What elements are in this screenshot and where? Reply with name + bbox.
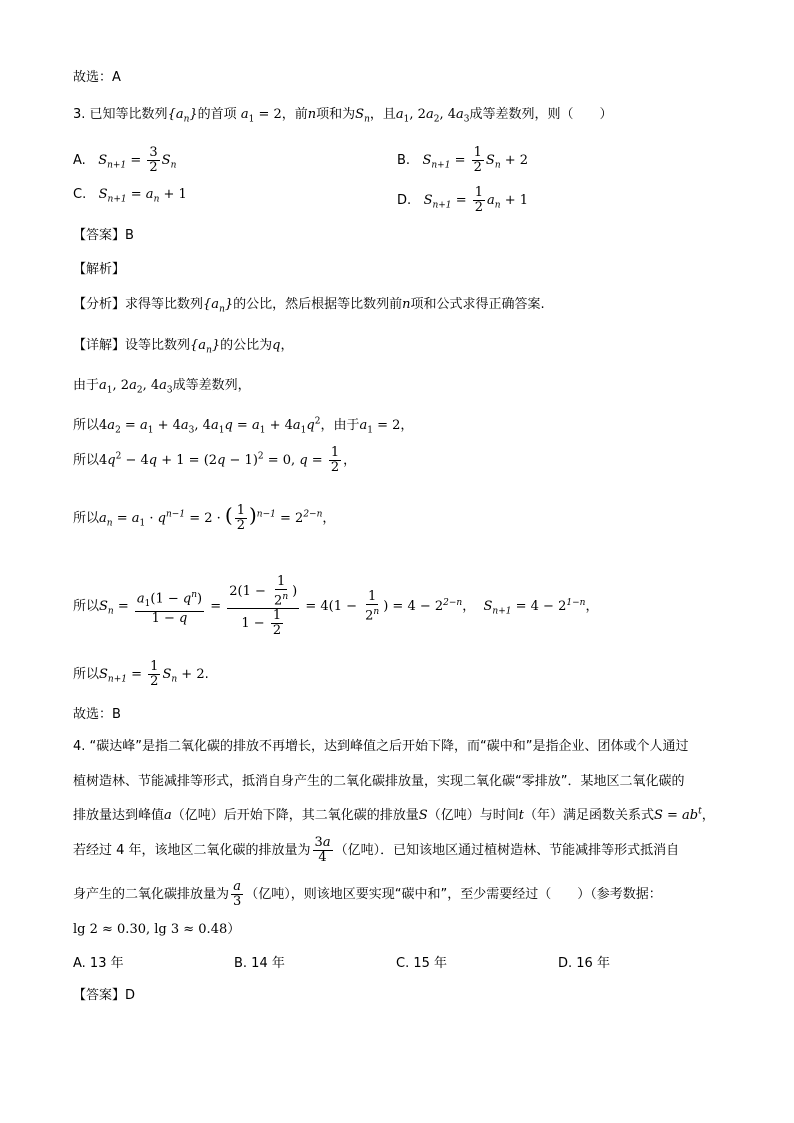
- step-equation: 所以$4a_2 = a_1 + 4a_3$, $4a_1q = a_1 + 4a_1q^2$，由于$a_1 = 2$，: [73, 416, 414, 436]
- q4-option-d: D. 16 年: [558, 956, 610, 971]
- question-4-line-4: 若经过 4 年，该地区二氧化碳的排放量为 $\frac{3a}{4}$ （亿吨）．已知该地区通过植树造林、节能减排等形式抵消自: [73, 835, 680, 865]
- step-arithmetic-condition: 由于$a_1$, $2a_2$, $4a_3$成等差数列，: [73, 378, 251, 396]
- q4-answer-label: 【答案】D: [73, 988, 136, 1003]
- question-4-line-5: 身产生的二氧化碳排放量为 $\frac{a}{3}$ （亿吨），则该地区要实现“碳中和”，至少需要经过（ ）（参考数据：: [73, 879, 662, 909]
- question-4-reference-data: lg 2 ≈ 0.30, lg 3 ≈ 0.48）: [73, 922, 241, 937]
- answer-label: 【答案】B: [73, 228, 134, 243]
- question-4-line-3: 排放量达到峰值a（亿吨）后开始下降，其二氧化碳的排放量S（亿吨）与时间t（年）满足函数关系式$S = ab^t$，: [73, 806, 715, 823]
- detail-intro: 【详解】设等比数列$\{a_n\}$的公比为q，: [73, 338, 294, 356]
- question-4-line-1: 4. “碳达峰”是指二氧化碳的排放不再增长，达到峰值之后开始下降，而“碳中和”是指企业、团体或个人通过: [73, 739, 689, 754]
- option-c: C. $S_{n+1} = a_n + 1$: [73, 187, 187, 205]
- option-b: B. $S_{n+1}$ = $\frac{1}{2}$ $S_n + 2$: [397, 145, 529, 175]
- option-d: D. $S_{n+1}$ = $\frac{1}{2}$ $a_n + 1$: [397, 185, 529, 215]
- question-4-line-2: 植树造林、节能减排等形式，抵消自身产生的二氧化碳排放量，实现二氧化碳“零排放”．某地区二氧化碳的: [73, 774, 685, 789]
- step-solve-q: 所以$4q^2 - 4q + 1 = (2q - 1)^2 = 0$, q = $\frac{1}{2}$ ，: [73, 445, 357, 475]
- step-sum-formula: 所以$S_n$ = $\frac{a_1(1 - q^n)}{1 - q}$ = 2(1 − $\frac{1}{2^n}$ ) 1 − $\frac{1}{2}$ = 4(1 − $\frac{1}{2^n}$ ) = $4 - 2^{2-n}$， $S_{n+1} = 4 - 2^{1-n}$，: [73, 574, 599, 639]
- question-3-stem: 3. 已知等比数列$\{a_n\}$的首项 $a_1 = 2$，前n项和为$S_n$，且$a_1$, $2a_2$, $4a_3$成等差数列，则（ ）: [73, 107, 613, 125]
- analysis-summary: 【分析】求得等比数列$\{a_n\}$的公比，然后根据等比数列前n项和公式求得正确答案.: [73, 297, 545, 315]
- step-general-term: 所以$a_n = a_1 \cdot q^{n-1} = 2$ · ( $\frac{1}{2}$ )$^{n-1} = 2^{2-n}$，: [73, 503, 336, 533]
- final-choice: 故选：B: [73, 707, 121, 722]
- q4-option-a: A. 13 年: [73, 956, 124, 971]
- step-conclusion: 所以$S_{n+1}$ = $\frac{1}{2}$ $S_n + 2$.: [73, 659, 209, 689]
- option-a: A. $S_{n+1}$ = $\frac{3}{2}$ $S_n$: [73, 145, 177, 175]
- q4-option-b: B. 14 年: [234, 956, 285, 971]
- q4-option-c: C. 15 年: [396, 956, 448, 971]
- previous-answer-choice: 故选：A: [73, 70, 121, 85]
- analysis-label: 【解析】: [73, 262, 126, 277]
